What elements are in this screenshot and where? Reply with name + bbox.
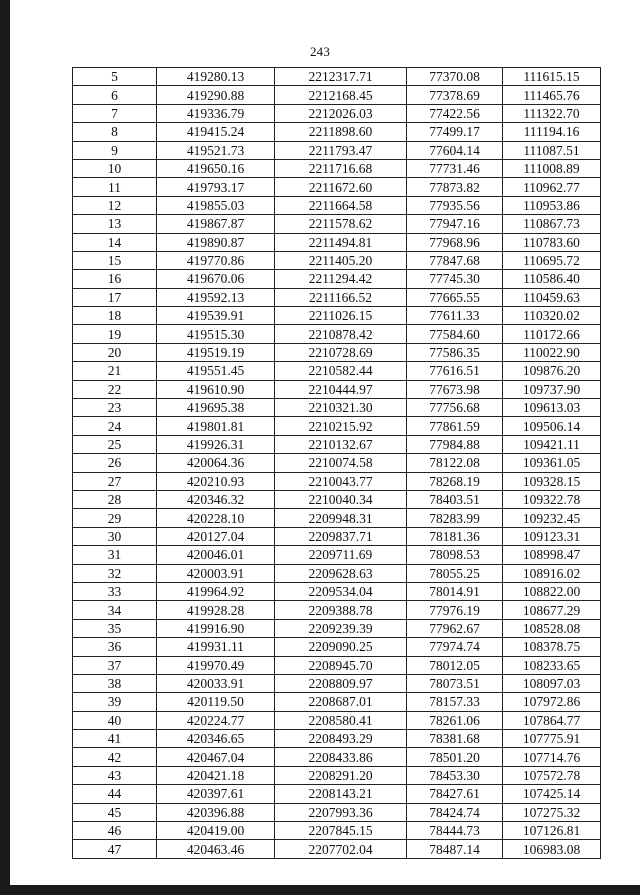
coordinate-y2-cell: 109361.05 bbox=[503, 454, 601, 472]
coordinate-y-cell: 2212026.03 bbox=[275, 104, 407, 122]
point-number-cell: 11 bbox=[73, 178, 157, 196]
table-row bbox=[73, 435, 601, 453]
coordinate-x2-cell: 77873.82 bbox=[407, 178, 503, 196]
coordinate-x2-cell: 78501.20 bbox=[407, 748, 503, 766]
coordinate-x-cell: 419770.86 bbox=[157, 251, 275, 269]
coordinate-x2-cell: 77665.55 bbox=[407, 288, 503, 306]
table-row bbox=[73, 362, 601, 380]
coordinate-table bbox=[72, 67, 601, 859]
table-row bbox=[73, 748, 601, 766]
coordinate-y-cell: 2210074.58 bbox=[275, 454, 407, 472]
table-row bbox=[73, 86, 601, 104]
coordinate-x2-cell: 77756.68 bbox=[407, 399, 503, 417]
table-row bbox=[73, 582, 601, 600]
coordinate-x2-cell: 78424.74 bbox=[407, 803, 503, 821]
table-row bbox=[73, 233, 601, 251]
point-number-cell: 12 bbox=[73, 196, 157, 214]
coordinate-y-cell: 2211166.52 bbox=[275, 288, 407, 306]
coordinate-y2-cell: 106983.08 bbox=[503, 840, 601, 858]
coordinate-y-cell: 2212168.45 bbox=[275, 86, 407, 104]
coordinate-x-cell: 419867.87 bbox=[157, 215, 275, 233]
table-row bbox=[73, 68, 601, 86]
table-row bbox=[73, 711, 601, 729]
coordinate-y-cell: 2210878.42 bbox=[275, 325, 407, 343]
coordinate-y-cell: 2208291.20 bbox=[275, 766, 407, 784]
coordinate-x2-cell: 77499.17 bbox=[407, 123, 503, 141]
coordinate-x-cell: 420064.36 bbox=[157, 454, 275, 472]
coordinate-y-cell: 2209239.39 bbox=[275, 619, 407, 637]
scan-border-bottom bbox=[0, 885, 640, 895]
table-row bbox=[73, 159, 601, 177]
coordinate-y-cell: 2208493.29 bbox=[275, 730, 407, 748]
coordinate-x2-cell: 78122.08 bbox=[407, 454, 503, 472]
point-number-cell: 17 bbox=[73, 288, 157, 306]
table-row bbox=[73, 619, 601, 637]
table-row bbox=[73, 638, 601, 656]
point-number-cell: 30 bbox=[73, 527, 157, 545]
coordinate-y2-cell: 110022.90 bbox=[503, 343, 601, 361]
point-number-cell: 7 bbox=[73, 104, 157, 122]
coordinate-y2-cell: 110962.77 bbox=[503, 178, 601, 196]
point-number-cell: 13 bbox=[73, 215, 157, 233]
point-number-cell: 28 bbox=[73, 490, 157, 508]
coordinate-x-cell: 419970.49 bbox=[157, 656, 275, 674]
coordinate-x-cell: 420397.61 bbox=[157, 785, 275, 803]
coordinate-x-cell: 420419.00 bbox=[157, 822, 275, 840]
table-row bbox=[73, 380, 601, 398]
point-number-cell: 33 bbox=[73, 582, 157, 600]
point-number-cell: 24 bbox=[73, 417, 157, 435]
coordinate-y2-cell: 108822.00 bbox=[503, 582, 601, 600]
coordinate-x2-cell: 78055.25 bbox=[407, 564, 503, 582]
point-number-cell: 38 bbox=[73, 674, 157, 692]
coordinate-x-cell: 419964.92 bbox=[157, 582, 275, 600]
point-number-cell: 44 bbox=[73, 785, 157, 803]
table-row bbox=[73, 325, 601, 343]
coordinate-y2-cell: 110695.72 bbox=[503, 251, 601, 269]
point-number-cell: 6 bbox=[73, 86, 157, 104]
coordinate-x-cell: 419926.31 bbox=[157, 435, 275, 453]
coordinate-y2-cell: 109876.20 bbox=[503, 362, 601, 380]
table-row bbox=[73, 215, 601, 233]
coordinate-x2-cell: 77976.19 bbox=[407, 601, 503, 619]
table-row bbox=[73, 674, 601, 692]
coordinate-x2-cell: 78427.61 bbox=[407, 785, 503, 803]
coordinate-x-cell: 420463.46 bbox=[157, 840, 275, 858]
coordinate-y-cell: 2211898.60 bbox=[275, 123, 407, 141]
coordinate-y2-cell: 110867.73 bbox=[503, 215, 601, 233]
coordinate-y2-cell: 109506.14 bbox=[503, 417, 601, 435]
coordinate-x-cell: 420210.93 bbox=[157, 472, 275, 490]
coordinate-x2-cell: 77422.56 bbox=[407, 104, 503, 122]
point-number-cell: 29 bbox=[73, 509, 157, 527]
point-number-cell: 22 bbox=[73, 380, 157, 398]
coordinate-x-cell: 419521.73 bbox=[157, 141, 275, 159]
point-number-cell: 10 bbox=[73, 159, 157, 177]
coordinate-x-cell: 419610.90 bbox=[157, 380, 275, 398]
table-row bbox=[73, 123, 601, 141]
coordinate-y-cell: 2210728.69 bbox=[275, 343, 407, 361]
coordinate-y-cell: 2210321.30 bbox=[275, 399, 407, 417]
coordinate-y-cell: 2212317.71 bbox=[275, 68, 407, 86]
coordinate-y2-cell: 110459.63 bbox=[503, 288, 601, 306]
point-number-cell: 36 bbox=[73, 638, 157, 656]
table-row bbox=[73, 343, 601, 361]
coordinate-x2-cell: 77974.74 bbox=[407, 638, 503, 656]
coordinate-x2-cell: 77731.46 bbox=[407, 159, 503, 177]
table-row bbox=[73, 178, 601, 196]
coordinate-x-cell: 419793.17 bbox=[157, 178, 275, 196]
coordinate-x-cell: 419336.79 bbox=[157, 104, 275, 122]
coordinate-y-cell: 2210043.77 bbox=[275, 472, 407, 490]
coordinate-x2-cell: 78012.05 bbox=[407, 656, 503, 674]
coordinate-x2-cell: 78181.36 bbox=[407, 527, 503, 545]
coordinate-y-cell: 2210040.34 bbox=[275, 490, 407, 508]
coordinate-x-cell: 419515.30 bbox=[157, 325, 275, 343]
coordinate-x2-cell: 78403.51 bbox=[407, 490, 503, 508]
coordinate-y2-cell: 110320.02 bbox=[503, 307, 601, 325]
coordinate-y2-cell: 109613.03 bbox=[503, 399, 601, 417]
coordinate-y2-cell: 110953.86 bbox=[503, 196, 601, 214]
table-row bbox=[73, 564, 601, 582]
table-row bbox=[73, 472, 601, 490]
coordinate-x-cell: 420046.01 bbox=[157, 546, 275, 564]
table-row bbox=[73, 840, 601, 858]
coordinate-y-cell: 2211405.20 bbox=[275, 251, 407, 269]
coordinate-y2-cell: 107775.91 bbox=[503, 730, 601, 748]
coordinate-x2-cell: 77604.14 bbox=[407, 141, 503, 159]
point-number-cell: 35 bbox=[73, 619, 157, 637]
table-row bbox=[73, 454, 601, 472]
coordinate-x2-cell: 77847.68 bbox=[407, 251, 503, 269]
coordinate-x2-cell: 77935.56 bbox=[407, 196, 503, 214]
coordinate-y-cell: 2211026.15 bbox=[275, 307, 407, 325]
coordinate-y-cell: 2209948.31 bbox=[275, 509, 407, 527]
table-row bbox=[73, 546, 601, 564]
table-row bbox=[73, 785, 601, 803]
coordinate-y-cell: 2211664.58 bbox=[275, 196, 407, 214]
table-row bbox=[73, 251, 601, 269]
coordinate-x-cell: 420224.77 bbox=[157, 711, 275, 729]
coordinate-x2-cell: 77586.35 bbox=[407, 343, 503, 361]
coordinate-x2-cell: 78098.53 bbox=[407, 546, 503, 564]
coordinate-x-cell: 420396.88 bbox=[157, 803, 275, 821]
table-row bbox=[73, 766, 601, 784]
point-number-cell: 40 bbox=[73, 711, 157, 729]
coordinate-x2-cell: 77370.08 bbox=[407, 68, 503, 86]
table-row bbox=[73, 509, 601, 527]
table-row bbox=[73, 196, 601, 214]
point-number-cell: 16 bbox=[73, 270, 157, 288]
coordinate-x-cell: 420003.91 bbox=[157, 564, 275, 582]
point-number-cell: 18 bbox=[73, 307, 157, 325]
coordinate-y-cell: 2207993.36 bbox=[275, 803, 407, 821]
table-row bbox=[73, 490, 601, 508]
coordinate-x-cell: 419551.45 bbox=[157, 362, 275, 380]
coordinate-x-cell: 420119.50 bbox=[157, 693, 275, 711]
point-number-cell: 21 bbox=[73, 362, 157, 380]
coordinate-y2-cell: 111615.15 bbox=[503, 68, 601, 86]
point-number-cell: 37 bbox=[73, 656, 157, 674]
coordinate-x2-cell: 78261.06 bbox=[407, 711, 503, 729]
coordinate-x-cell: 419855.03 bbox=[157, 196, 275, 214]
coordinate-x-cell: 419539.91 bbox=[157, 307, 275, 325]
scan-border-left bbox=[0, 0, 10, 895]
coordinate-x2-cell: 78381.68 bbox=[407, 730, 503, 748]
coordinate-x-cell: 419931.11 bbox=[157, 638, 275, 656]
coordinate-x-cell: 419592.13 bbox=[157, 288, 275, 306]
coordinate-x2-cell: 78487.14 bbox=[407, 840, 503, 858]
coordinate-x2-cell: 77673.98 bbox=[407, 380, 503, 398]
coordinate-x-cell: 419890.87 bbox=[157, 233, 275, 251]
point-number-cell: 41 bbox=[73, 730, 157, 748]
coordinate-x2-cell: 77616.51 bbox=[407, 362, 503, 380]
point-number-cell: 42 bbox=[73, 748, 157, 766]
coordinate-y-cell: 2208433.86 bbox=[275, 748, 407, 766]
coordinate-y2-cell: 109328.15 bbox=[503, 472, 601, 490]
coordinate-x2-cell: 77745.30 bbox=[407, 270, 503, 288]
coordinate-x2-cell: 77947.16 bbox=[407, 215, 503, 233]
coordinate-y2-cell: 107126.81 bbox=[503, 822, 601, 840]
point-number-cell: 5 bbox=[73, 68, 157, 86]
coordinate-y-cell: 2211672.60 bbox=[275, 178, 407, 196]
coordinate-y-cell: 2208580.41 bbox=[275, 711, 407, 729]
coordinate-x2-cell: 77584.60 bbox=[407, 325, 503, 343]
coordinate-x2-cell: 78268.19 bbox=[407, 472, 503, 490]
table-row bbox=[73, 803, 601, 821]
coordinate-y-cell: 2209090.25 bbox=[275, 638, 407, 656]
coordinate-y2-cell: 107864.77 bbox=[503, 711, 601, 729]
coordinate-x-cell: 419928.28 bbox=[157, 601, 275, 619]
coordinate-y-cell: 2211793.47 bbox=[275, 141, 407, 159]
coordinate-y2-cell: 108378.75 bbox=[503, 638, 601, 656]
coordinate-x2-cell: 78014.91 bbox=[407, 582, 503, 600]
coordinate-table-body bbox=[73, 68, 601, 859]
coordinate-y2-cell: 111087.51 bbox=[503, 141, 601, 159]
coordinate-y2-cell: 110172.66 bbox=[503, 325, 601, 343]
coordinate-y-cell: 2207702.04 bbox=[275, 840, 407, 858]
point-number-cell: 45 bbox=[73, 803, 157, 821]
coordinate-y2-cell: 109123.31 bbox=[503, 527, 601, 545]
coordinate-y-cell: 2209837.71 bbox=[275, 527, 407, 545]
point-number-cell: 15 bbox=[73, 251, 157, 269]
table-row bbox=[73, 399, 601, 417]
table-row bbox=[73, 822, 601, 840]
coordinate-x-cell: 419290.88 bbox=[157, 86, 275, 104]
coordinate-x2-cell: 78453.30 bbox=[407, 766, 503, 784]
coordinate-y2-cell: 107275.32 bbox=[503, 803, 601, 821]
point-number-cell: 43 bbox=[73, 766, 157, 784]
coordinate-y-cell: 2208809.97 bbox=[275, 674, 407, 692]
coordinate-y-cell: 2211578.62 bbox=[275, 215, 407, 233]
table-row bbox=[73, 288, 601, 306]
point-number-cell: 39 bbox=[73, 693, 157, 711]
coordinate-x-cell: 420421.18 bbox=[157, 766, 275, 784]
coordinate-y-cell: 2210132.67 bbox=[275, 435, 407, 453]
coordinate-y2-cell: 111322.70 bbox=[503, 104, 601, 122]
coordinate-y2-cell: 107572.78 bbox=[503, 766, 601, 784]
coordinate-y2-cell: 109322.78 bbox=[503, 490, 601, 508]
coordinate-y2-cell: 107972.86 bbox=[503, 693, 601, 711]
point-number-cell: 34 bbox=[73, 601, 157, 619]
coordinate-x-cell: 419670.06 bbox=[157, 270, 275, 288]
coordinate-y2-cell: 108998.47 bbox=[503, 546, 601, 564]
table-row bbox=[73, 104, 601, 122]
point-number-cell: 47 bbox=[73, 840, 157, 858]
coordinate-y2-cell: 107714.76 bbox=[503, 748, 601, 766]
point-number-cell: 9 bbox=[73, 141, 157, 159]
point-number-cell: 19 bbox=[73, 325, 157, 343]
coordinate-x-cell: 419280.13 bbox=[157, 68, 275, 86]
coordinate-x2-cell: 77861.59 bbox=[407, 417, 503, 435]
coordinate-x-cell: 419801.81 bbox=[157, 417, 275, 435]
table-row bbox=[73, 307, 601, 325]
coordinate-y-cell: 2207845.15 bbox=[275, 822, 407, 840]
coordinate-x2-cell: 78073.51 bbox=[407, 674, 503, 692]
coordinate-x2-cell: 77968.96 bbox=[407, 233, 503, 251]
page-number: 243 bbox=[309, 44, 331, 59]
coordinate-y-cell: 2210582.44 bbox=[275, 362, 407, 380]
coordinate-x2-cell: 77984.88 bbox=[407, 435, 503, 453]
coordinate-y2-cell: 109232.45 bbox=[503, 509, 601, 527]
table-row bbox=[73, 730, 601, 748]
table-row bbox=[73, 656, 601, 674]
coordinate-x-cell: 419650.16 bbox=[157, 159, 275, 177]
coordinate-x-cell: 420127.04 bbox=[157, 527, 275, 545]
coordinate-x-cell: 419916.90 bbox=[157, 619, 275, 637]
coordinate-y-cell: 2209628.63 bbox=[275, 564, 407, 582]
point-number-cell: 26 bbox=[73, 454, 157, 472]
coordinate-y-cell: 2210215.92 bbox=[275, 417, 407, 435]
coordinate-y2-cell: 108528.08 bbox=[503, 619, 601, 637]
point-number-cell: 27 bbox=[73, 472, 157, 490]
point-number-cell: 8 bbox=[73, 123, 157, 141]
coordinate-x-cell: 419695.38 bbox=[157, 399, 275, 417]
coordinate-y-cell: 2211716.68 bbox=[275, 159, 407, 177]
coordinate-x-cell: 420228.10 bbox=[157, 509, 275, 527]
coordinate-y-cell: 2209711.69 bbox=[275, 546, 407, 564]
coordinate-y2-cell: 109737.90 bbox=[503, 380, 601, 398]
point-number-cell: 20 bbox=[73, 343, 157, 361]
coordinate-x-cell: 419415.24 bbox=[157, 123, 275, 141]
table-row bbox=[73, 693, 601, 711]
coordinate-x2-cell: 77962.67 bbox=[407, 619, 503, 637]
coordinate-y2-cell: 107425.14 bbox=[503, 785, 601, 803]
point-number-cell: 23 bbox=[73, 399, 157, 417]
coordinate-y-cell: 2209388.78 bbox=[275, 601, 407, 619]
coordinate-x-cell: 420033.91 bbox=[157, 674, 275, 692]
coordinate-x2-cell: 78444.73 bbox=[407, 822, 503, 840]
point-number-cell: 32 bbox=[73, 564, 157, 582]
coordinate-x2-cell: 78157.33 bbox=[407, 693, 503, 711]
table-row bbox=[73, 601, 601, 619]
table-row bbox=[73, 141, 601, 159]
point-number-cell: 31 bbox=[73, 546, 157, 564]
coordinate-x-cell: 419519.19 bbox=[157, 343, 275, 361]
coordinate-x-cell: 420346.32 bbox=[157, 490, 275, 508]
coordinate-y-cell: 2211494.81 bbox=[275, 233, 407, 251]
coordinate-y2-cell: 111008.89 bbox=[503, 159, 601, 177]
coordinate-x2-cell: 78283.99 bbox=[407, 509, 503, 527]
point-number-cell: 14 bbox=[73, 233, 157, 251]
coordinate-y2-cell: 108677.29 bbox=[503, 601, 601, 619]
coordinate-x2-cell: 77378.69 bbox=[407, 86, 503, 104]
coordinate-y-cell: 2210444.97 bbox=[275, 380, 407, 398]
coordinate-x-cell: 420467.04 bbox=[157, 748, 275, 766]
coordinate-y2-cell: 111194.16 bbox=[503, 123, 601, 141]
coordinate-y2-cell: 110586.40 bbox=[503, 270, 601, 288]
coordinate-y2-cell: 108233.65 bbox=[503, 656, 601, 674]
coordinate-y-cell: 2208143.21 bbox=[275, 785, 407, 803]
coordinate-y2-cell: 109421.11 bbox=[503, 435, 601, 453]
coordinate-y-cell: 2208945.70 bbox=[275, 656, 407, 674]
coordinate-y2-cell: 110783.60 bbox=[503, 233, 601, 251]
table-row bbox=[73, 417, 601, 435]
coordinate-y2-cell: 111465.76 bbox=[503, 86, 601, 104]
coordinate-y-cell: 2211294.42 bbox=[275, 270, 407, 288]
coordinate-x-cell: 420346.65 bbox=[157, 730, 275, 748]
table-row bbox=[73, 527, 601, 545]
coordinate-y-cell: 2209534.04 bbox=[275, 582, 407, 600]
table-row bbox=[73, 270, 601, 288]
point-number-cell: 25 bbox=[73, 435, 157, 453]
coordinate-y2-cell: 108916.02 bbox=[503, 564, 601, 582]
point-number-cell: 46 bbox=[73, 822, 157, 840]
coordinate-y2-cell: 108097.03 bbox=[503, 674, 601, 692]
coordinate-y-cell: 2208687.01 bbox=[275, 693, 407, 711]
coordinate-x2-cell: 77611.33 bbox=[407, 307, 503, 325]
